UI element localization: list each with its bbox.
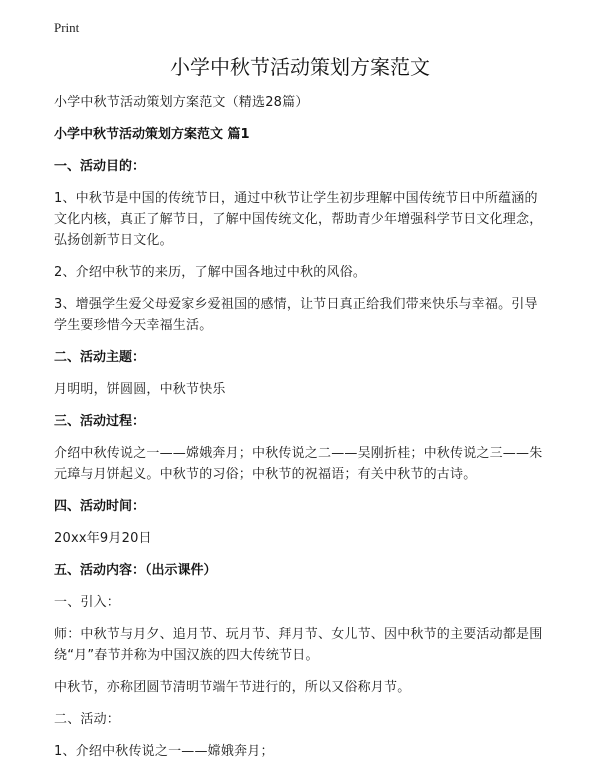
activity-label: 二、活动： [54,712,121,727]
theme-text: 月明明，饼圆圆，中秋节快乐 [54,382,226,397]
purpose-paragraph-3: 3、增强学生爱父母爱家乡爱祖国的感情，让节日真正给我们带来快乐与幸福。引导学生要珍惜今天幸福生活。 [54,297,538,333]
time-text: 20xx年9月20日 [54,531,152,546]
content-heading: 五、活动内容：（出示课件） [54,563,217,578]
document-title: 小学中秋节活动策划方案范文 [170,55,430,79]
intro-text-2: 中秋节，亦称团圆节清明节端午节进行的，所以又俗称月节。 [54,680,411,695]
purpose-paragraph-1: 1、中秋节是中国的传统节日，通过中秋节让学生初步理解中国传统节日中所蕴涵的文化内核，真正了解节日，了解中国传统文化，帮助青少年增强科学节日文化理念，弘扬创新节日文化。 [54,191,543,248]
process-text: 介绍中秋传说之一——嫦娥奔月；中秋传说之二——吴刚折桂；中秋传说之三——朱元璋与月饼起义。中秋节的习俗；中秋节的祝福语；有关中秋节的古诗。 [54,446,543,482]
process-heading: 三、活动过程： [54,414,146,429]
time-heading: 四、活动时间： [54,499,146,514]
document-body [54,92,550,762]
purpose-paragraph-2: 2、介绍中秋节的来历，了解中国各地过中秋的风俗。 [54,265,367,280]
purpose-heading: 一、活动目的： [54,159,146,174]
print-link[interactable]: Print [54,20,80,35]
intro-text: 师：中秋节与月夕、追月节、玩月节、拜月节、女儿节、因中秋节的主要活动都是围绕“月”春节并称为中国汉族的四大传统节日。 [54,627,543,663]
section-title: 小学中秋节活动策划方案范文 篇1 [54,127,250,142]
subtitle: 小学中秋节活动策划方案范文（精选28篇） [54,95,309,110]
intro-label: 一、引入： [54,595,121,610]
activity-item-1: 1、介绍中秋传说之一——嫦娥奔月； [54,744,274,759]
theme-heading: 二、活动主题： [54,350,146,365]
